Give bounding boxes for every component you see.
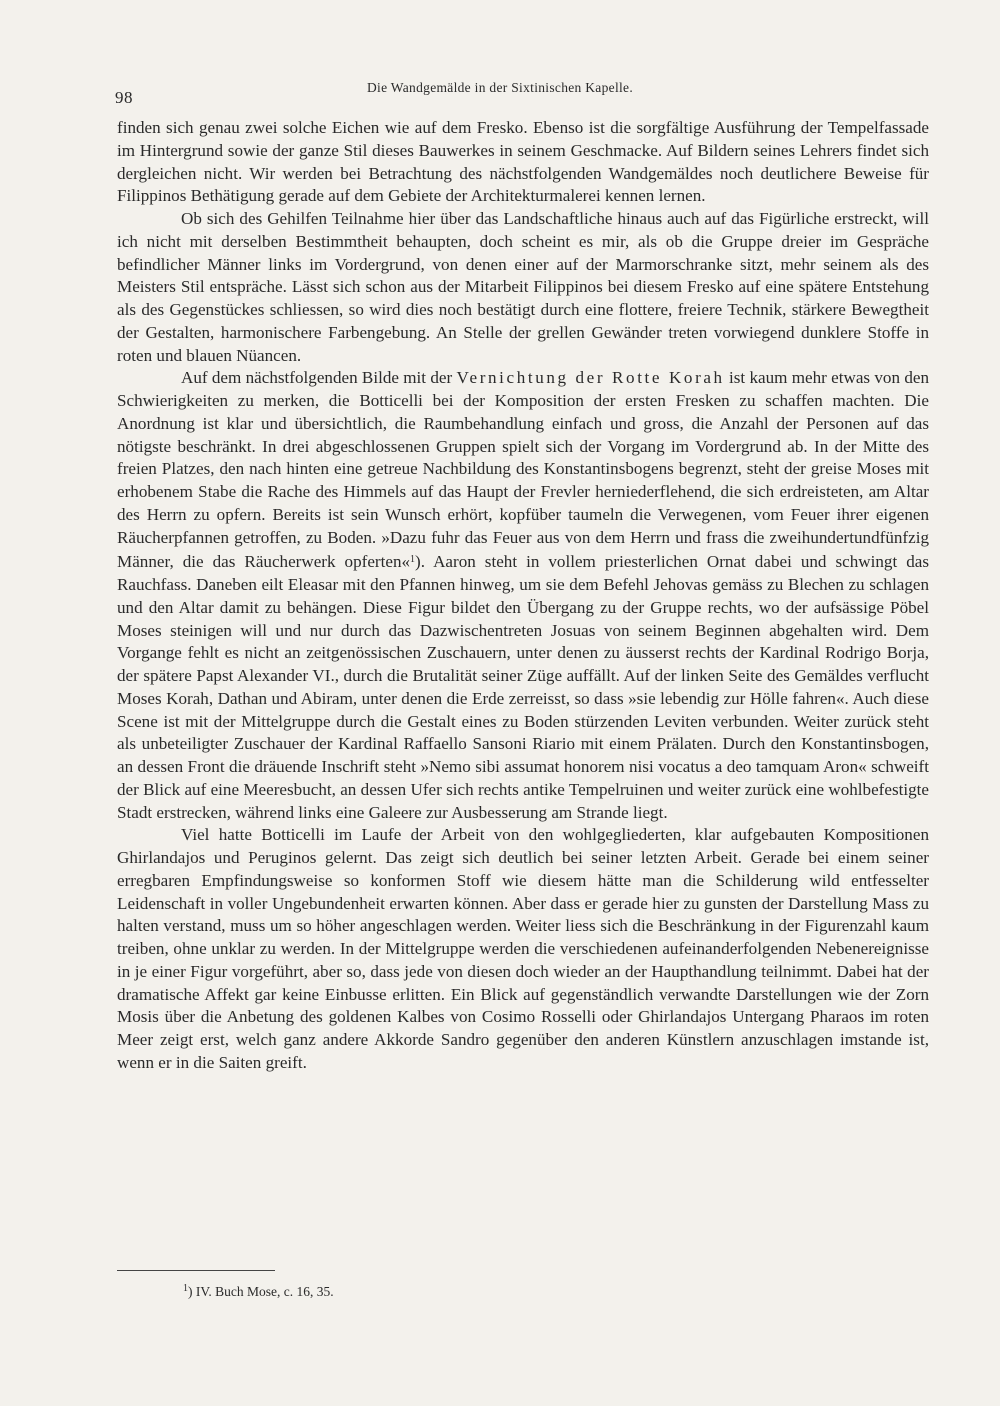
footnote: [183, 1280, 334, 1301]
text-run: Auf dem nächstfolgenden Bilde mit der: [181, 368, 457, 388]
text-run: ist kaum mehr etwas von den Schwierigkeiten zu merken, die Botticelli bei der Komposition der ersten Fresken zu schaffen machten. Die Anordnung ist klar und übersichtlich, die Raumbehandlung einfach und gross, die Anzahl der Personen auf das nötigste beschränkt. In drei abgeschlossenen Gruppen spielt sich der Vorgang im Vordergrund ab. In der Mitte des freien Platzes, den nach hinten eine getreue Nachbildung des Konstantinsbogens begrenzt, steht der greise Moses mit erhobenem Stabe die Rache des Himmels auf das Haupt der Frevler herniederflehend, die sich erdreisteten, am Altar des Herrn zu opfern. Bereits ist sein Wunsch erhört, kopfüber taumeln die Verwegenen, vom Feuer ihrer eigenen Räucherpfannen getroffen, zu Boden. »Dazu fuhr das Feuer aus von dem Herrn und frass die zweihundertundfünfzig Männer, die das Räucherwerk opferten«: [117, 368, 930, 572]
page-number: 98: [115, 88, 133, 107]
text-run: finden sich genau zwei solche Eichen wie auf dem Fresko. Ebenso ist die sorgfältige Ausführung der Tempelfassade im Hintergrund sowie der ganze Stil dieses Bauwerkes in seinem Geschmacke. Auf Bildern seines Lehrers findet sich dergleichen nicht. Wir werden bei Betrachtung des nächstfolgenden Wandgemäldes noch deutlichere Beweise für Filippinos Bethätigung gerade auf dem Gebiete der Architekturmalerei kennen lernen.: [117, 118, 929, 206]
paragraph: [117, 117, 929, 208]
body-text: [117, 117, 929, 1075]
footnote-text: ) IV. Buch Mose, c. 16, 35.: [188, 1284, 334, 1299]
text-run: Viel hatte Botticelli im Laufe der Arbeit von den wohlgegliederten, klar aufgebauten Kompositionen Ghirlandajos und Peruginos gelernt. Das zeigt sich deutlich bei seiner letzten Arbeit. Gerade bei einem seiner erregbaren Empfindungsweise so konformen Stoff wie diesem hätte man die Schilderung wild entfesselter Leidenschaft in voller Ungebundenheit erwarten können. Aber dass er gerade hier zu gunsten der Darstellung Mass zu halten verstand, muss um so höher angeschlagen werden. Weiter liess sich die Beschränkung in der Figurenzahl kaum treiben, ohne unklar zu werden. In der Mittelgruppe werden die verschiedenen aufeinanderfolgenden Nebenereignisse in je einer Figur vorgeführt, aber so, dass jede von diesen doch wieder an der Haupthandlung teilnimmt. Dabei hat der dramatische Affekt gar keine Einbusse erlitten. Ein Blick auf gegenständlich verwandte Darstellungen wie der Zorn Mosis über die Anbetung des goldenen Kalbes von Cosimo Rosselli oder Ghirlandajos Untergang Pharaos im roten Meer zeigt erst, welch ganz andere Akkorde Sandro gegenüber den anderen Künstlern anzuschlagen imstande ist, wenn er in die Saiten greift.: [117, 825, 929, 1072]
paragraph: [117, 824, 929, 1074]
paragraph: [117, 367, 929, 824]
footnote-divider: [117, 1270, 275, 1271]
paragraph: [117, 208, 929, 367]
footnote-marker: 1: [183, 1283, 188, 1294]
text-run: Ob sich des Gehilfen Teilnahme hier über das Landschaftliche hinaus auch auf das Figürliche erstreckt, will ich nicht mit derselben Bestimmtheit behaupten, doch scheint es mir, als ob die Gruppe dreier im Gespräche befindlicher Männer links im Vordergrund, von denen einer auf der Marmorschranke sitzt, mehr seinem als des Meisters Stil entspräche. Lässt sich schon aus der Mitarbeit Filippinos bei diesem Fresko auf eine spätere Entstehung als des Gegenstückes schliessen, so wird dies noch bestätigt durch eine flottere, freiere Technik, stärkere Bewegtheit der Gestalten, harmonischere Farbengebung. An Stelle der grellen Gewänder treten vorwiegend dunklere Stoffe in roten und blauen Nüancen.: [117, 209, 929, 365]
spaced-title: Vernichtung der Rotte Korah: [456, 368, 725, 388]
running-title: Die Wandgemälde in der Sixtinischen Kapelle.: [366, 80, 634, 95]
footnote-reference: 1: [410, 554, 416, 566]
text-run: ). Aaron steht in vollem priesterlichen Ornat dabei und schwingt das Rauchfass. Daneben eilt Eleasar mit den Pfannen hinweg, um sie dem Befehl Jehovas gemäss zu Blechen zu schlagen und den Altar damit zu behängen. Diese Figur bildet den Übergang zu der Gruppe rechts, wo der aufsässige Pöbel Moses steinigen will und nur durch das Dazwischentreten Josuas von seinem Beginnen abgehalten wird. Dem Vorgange fehlt es nicht an zeitgenössischen Zuschauern, unter denen zu äusserst rechts der Kardinal Rodrigo Borja, der spätere Papst Alexander VI., durch die Brutalität seiner Züge auffällt. Auf der linken Seite des Gemäldes verflucht Moses Korah, Dathan und Abiram, unter denen die Erde zerreisst, so dass »sie lebendig zur Hölle fahren«. Auch diese Scene ist mit der Mittelgruppe durch die Gestalt eines zu Boden stürzenden Leviten verbunden. Weiter zurück steht als unbeteiligter Zuschauer der Kardinal Raffaello Sansoni Riario mit einem Prälaten. Durch den Konstantinsbogen, an dessen Front die dräuende Inschrift steht »Nemo sibi assumat honorem nisi vocatus a deo tamquam Aron« schweift der Blick auf eine Meeresbucht, an dessen Ufer sich rechts antike Tempelruinen und weiter zurück eine wohlbefestigte Stadt erstrecken, während links eine Galeere zur Ausbesserung am Strande liegt.: [117, 552, 929, 822]
